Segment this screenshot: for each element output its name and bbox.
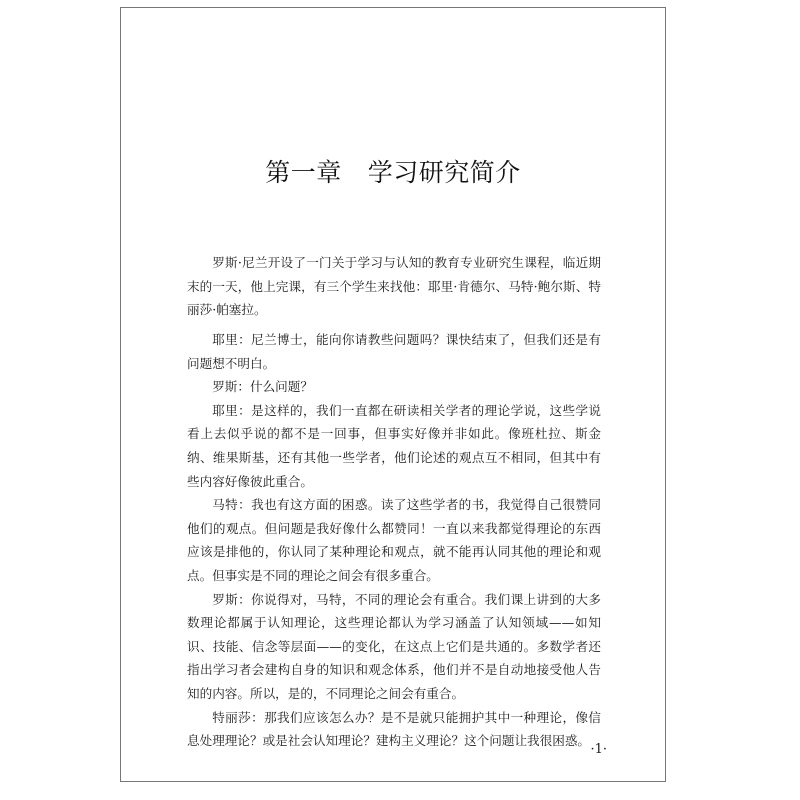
dialogue-paragraph: 耶里：是这样的，我们一直都在研读相关学者的理论学说，这些学说看上去似乎说的都不是一回事，但事实好像并非如此。像班杜拉、斯金纳、维果斯基，还有其他一些学者，他们论述的观点互不相同，但其中有些内容好像彼此重合。 <box>187 402 601 489</box>
dialogue-paragraph: 罗斯：什么问题？ <box>212 379 313 395</box>
intro-section <box>187 251 601 322</box>
dialogue-section <box>187 328 601 753</box>
chapter-number: 第一章 <box>265 158 342 187</box>
page-number: ·1· <box>590 742 607 757</box>
dialogue-paragraph: 马特：我也有这方面的困惑。读了这些学者的书，我觉得自己很赞同他们的观点。但问题是我好像什么都赞同！一直以来我都觉得理论的东西应该是排他的，你认同了某种理论和观点，就不能再认同其他的理论和观点。但事实是不同的理论之间会有很多重合。 <box>187 497 601 583</box>
book-page <box>120 7 666 782</box>
dialogue-paragraph: 特丽莎：那我们应该怎么办？是不是就只能拥护其中一种理论，像信息处理理论？或是社会认知理论？建构主义理论？这个问题让我很困惑。 <box>187 709 601 749</box>
intro-paragraph: 罗斯·尼兰开设了一门关于学习与认知的教育专业研究生课程，临近期末的一天，他上完课，有三个学生来找他：耶里·肯德尔、马特·鲍尔斯、特丽莎·帕塞拉。 <box>187 255 601 318</box>
dialogue-paragraph: 罗斯：你说得对，马特，不同的理论会有重合。我们课上讲到的大多数理论都属于认知理论，这些理论都认为学习涵盖了认知领域——如知识、技能、信念等层面——的变化，在这点上它们是共通的。多数学者还指出学习者会建构自身的知识和观念体系，他们并不是自动地接受他人告知的内容。所以，是的，不同理论之间会有重合。 <box>187 591 601 701</box>
dialogue-paragraph: 耶里：尼兰博士，能向你请教些问题吗？课快结束了，但我们还是有问题想不明白。 <box>187 332 601 371</box>
chapter-name: 学习研究简介 <box>367 158 521 187</box>
chapter-title <box>121 153 665 189</box>
